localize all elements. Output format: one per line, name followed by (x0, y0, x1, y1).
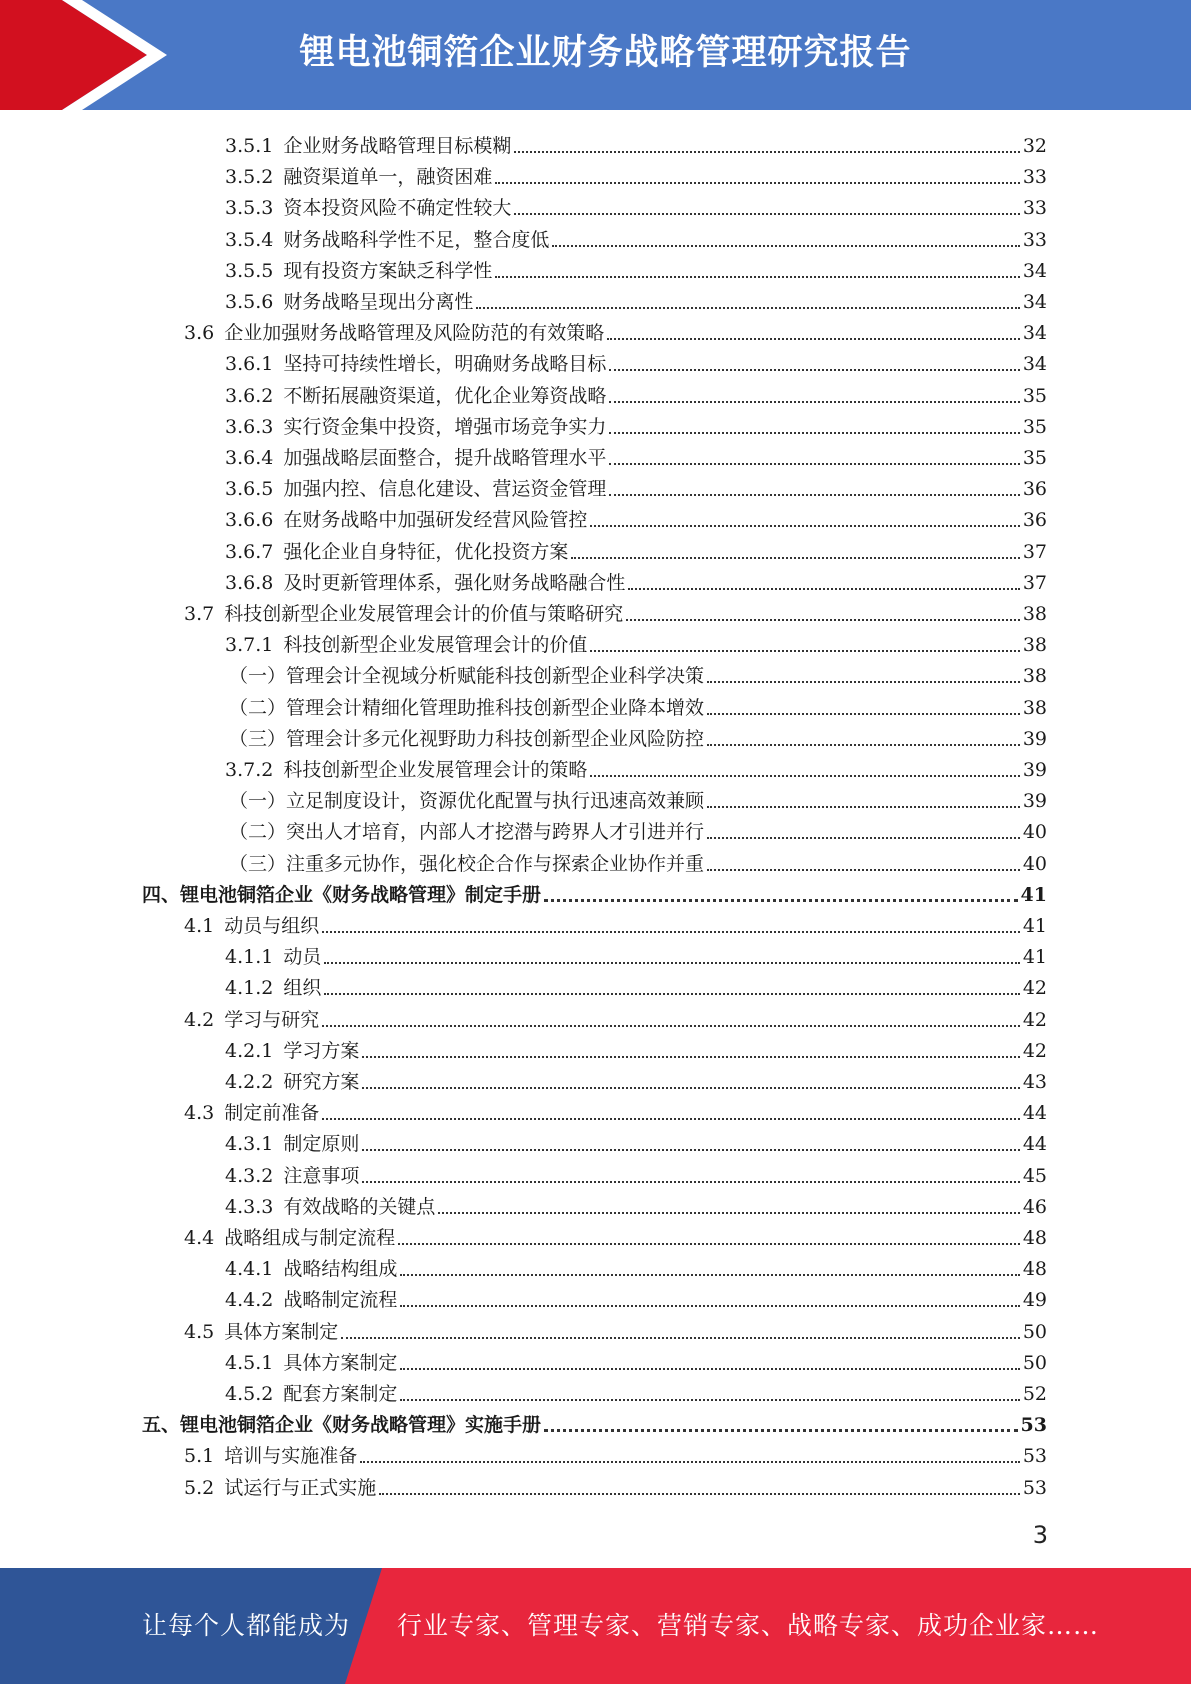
toc-dot-leader (322, 1025, 1020, 1027)
toc-entry-page: 34 (1022, 259, 1047, 282)
toc-entry[interactable] (184, 595, 1047, 626)
toc-entry-page: 43 (1022, 1071, 1047, 1093)
toc-entry-number: 3.7.2 (225, 759, 274, 781)
toc-entry-number: 3.6.2 (225, 384, 274, 407)
toc-dot-leader (609, 494, 1019, 496)
toc-dot-leader (400, 1274, 1019, 1276)
toc-entry-title: 加强战略层面整合，提升战略管理水平 (283, 447, 607, 469)
toc-entry-number: 3.6.6 (225, 509, 274, 532)
toc-dot-leader (322, 931, 1020, 933)
toc-entry[interactable] (229, 782, 1047, 813)
toc-dot-leader (495, 276, 1019, 278)
toc-entry-title: 五、锂电池铜箔企业《财务战略管理》实施手册 (142, 1414, 542, 1437)
toc-dot-leader (360, 1461, 1020, 1463)
toc-entry[interactable] (184, 1219, 1047, 1250)
toc-dot-leader (362, 1056, 1019, 1058)
toc-entry-number: 4.3.2 (225, 1164, 274, 1187)
toc-entry-title: 资本投资风险不确定性较大 (283, 197, 512, 220)
toc-entry-number: 3.5.4 (225, 228, 274, 251)
toc-entry-page: 53 (1022, 1476, 1047, 1499)
toc-entry-title: 注意事项 (283, 1164, 360, 1187)
toc-entry-page: 45 (1022, 1164, 1047, 1187)
toc-entry-title: （一）立足制度设计，资源优化配置与执行迅速高效兼顾 (229, 790, 705, 813)
toc-dot-leader (609, 432, 1019, 434)
toc-entry-page: 53 (1020, 1414, 1047, 1437)
toc-entry-title: 制定前准备 (224, 1102, 320, 1125)
toc-dot-leader (707, 837, 1020, 839)
toc-entry-title: 坚持可持续性增长，明确财务战略目标 (283, 353, 607, 376)
toc-dot-leader (607, 338, 1020, 340)
toc-dot-leader (379, 1493, 1020, 1495)
toc-entry-page: 41 (1022, 915, 1047, 937)
toc-entry-page: 39 (1022, 790, 1047, 813)
toc-entry-title: 财务战略科学性不足，整合度低 (283, 228, 550, 251)
toc-entry[interactable] (184, 907, 1047, 938)
toc-dot-leader (514, 213, 1019, 215)
toc-entry[interactable] (225, 1344, 1047, 1375)
toc-entry-number: 3.6.3 (225, 415, 274, 438)
toc-dot-leader (707, 806, 1020, 808)
toc-entry-number: 3.7 (184, 603, 215, 625)
toc-entry-title: 融资渠道单一，融资困难 (283, 166, 493, 189)
toc-entry-page: 50 (1022, 1351, 1047, 1374)
toc-entry[interactable] (225, 252, 1047, 283)
footer-slogan-left: 让每个人都能成为 (142, 1611, 351, 1640)
toc-entry-page: 37 (1022, 540, 1047, 563)
toc-entry[interactable] (225, 345, 1047, 376)
toc-entry-title: 加强内控、信息化建设、营运资金管理 (283, 478, 607, 501)
toc-entry[interactable] (225, 377, 1047, 408)
toc-entry[interactable] (225, 439, 1047, 470)
toc-dot-leader (400, 1368, 1019, 1370)
toc-dot-leader (571, 557, 1019, 559)
footer-banner (0, 1568, 1191, 1684)
toc-entry[interactable] (225, 1281, 1047, 1312)
toc-entry-number: 4.2.1 (225, 1039, 274, 1062)
toc-entry-title: 动员与组织 (224, 915, 320, 937)
toc-dot-leader (324, 993, 1019, 995)
toc-entry-title: 研究方案 (283, 1071, 360, 1093)
toc-entry-number: 4.3.3 (225, 1195, 274, 1218)
toc-entry-page: 35 (1022, 384, 1047, 407)
toc-entry-page: 34 (1022, 291, 1047, 313)
toc-dot-leader (590, 650, 1019, 652)
toc-dot-leader (514, 151, 1019, 153)
toc-dot-leader (626, 619, 1020, 621)
toc-entry-page: 40 (1022, 852, 1047, 875)
toc-entry-page: 42 (1022, 1008, 1047, 1031)
toc-entry-number: 5.1 (184, 1445, 215, 1468)
toc-entry-title: 动员 (283, 946, 322, 969)
toc-entry-title: 学习方案 (283, 1039, 360, 1062)
toc-entry-title: 及时更新管理体系，强化财务战略融合性 (283, 571, 626, 594)
toc-entry-title: （三）注重多元协作，强化校企合作与探索企业协作并重 (229, 852, 705, 875)
toc-entry-title: 制定原则 (283, 1133, 360, 1156)
toc-entry-title: （二）管理会计精细化管理助推科技创新型企业降本增效 (229, 696, 705, 719)
toc-entry-page: 38 (1022, 665, 1047, 688)
toc-dot-leader (707, 681, 1020, 683)
toc-dot-leader (438, 1212, 1019, 1214)
toc-entry[interactable] (184, 1094, 1047, 1125)
toc-entry-title: 四、锂电池铜箔企业《财务战略管理》制定手册 (142, 883, 542, 906)
toc-dot-leader (609, 401, 1019, 403)
toc-entry[interactable] (229, 689, 1047, 720)
toc-entry[interactable] (225, 1032, 1047, 1063)
toc-dot-leader (322, 1118, 1020, 1120)
toc-entry[interactable] (184, 314, 1047, 345)
toc-entry-page: 40 (1022, 821, 1047, 844)
toc-entry[interactable] (229, 657, 1047, 688)
toc-entry[interactable] (225, 969, 1047, 1000)
toc-entry-number: 3.5.3 (225, 197, 274, 220)
toc-entry-number: 3.5.5 (225, 259, 274, 282)
toc-entry[interactable] (225, 189, 1047, 220)
toc-dot-leader (707, 869, 1020, 871)
toc-entry-page: 36 (1022, 478, 1047, 501)
toc-entry-title: 具体方案制定 (283, 1351, 398, 1374)
toc-entry-number: 3.5.6 (225, 291, 274, 313)
toc-dot-leader (628, 588, 1019, 590)
toc-entry-page: 49 (1022, 1289, 1047, 1312)
toc-entry-title: （三）管理会计多元化视野助力科技创新型企业风险防控 (229, 727, 705, 750)
toc-entry-title: 企业财务战略管理目标模糊 (283, 135, 512, 157)
toc-entry-page: 33 (1022, 197, 1047, 220)
toc-entry-number: 3.7.1 (225, 634, 274, 657)
toc-entry-page: 34 (1022, 353, 1047, 376)
toc-entry-number: 3.6.1 (225, 353, 274, 376)
toc-entry-page: 41 (1022, 946, 1047, 969)
toc-entry[interactable] (225, 1188, 1047, 1219)
document-title: 锂电池铜箔企业财务战略管理研究报告 (299, 33, 912, 73)
toc-entry-title: 强化企业自身特征，优化投资方案 (283, 540, 569, 563)
toc-entry[interactable] (225, 221, 1047, 252)
toc-entry-page: 39 (1022, 727, 1047, 750)
toc-entry[interactable] (184, 1313, 1047, 1344)
toc-dot-leader (552, 245, 1019, 247)
toc-entry-title: 组织 (283, 977, 322, 1000)
toc-entry-page: 35 (1022, 415, 1047, 438)
header-banner (0, 0, 1191, 110)
toc-dot-leader (495, 182, 1019, 184)
toc-entry-title: （二）突出人才培育，内部人才挖潜与跨界人才引进并行 (229, 821, 705, 844)
toc-entry-title: （一）管理会计全视域分析赋能科技创新型企业科学决策 (229, 665, 705, 688)
toc-entry-number: 4.1.1 (225, 946, 274, 969)
toc-entry-page: 42 (1022, 977, 1047, 1000)
toc-entry-page: 32 (1022, 135, 1047, 157)
toc-entry-title: 科技创新型企业发展管理会计的策略 (283, 759, 588, 781)
toc-entry[interactable] (225, 564, 1047, 595)
toc-entry-title: 试运行与正式实施 (224, 1476, 377, 1499)
toc-entry-page: 42 (1022, 1039, 1047, 1062)
toc-entry[interactable] (225, 127, 1047, 158)
toc-entry-title: 战略结构组成 (283, 1258, 398, 1281)
toc-entry-number: 4.3.1 (225, 1133, 274, 1156)
page-number: 3 (1032, 1521, 1048, 1549)
toc-entry-number: 4.4 (184, 1227, 215, 1249)
toc-entry-title: 培训与实施准备 (224, 1445, 358, 1468)
toc-entry-page: 34 (1022, 322, 1047, 345)
toc-entry-title: 学习与研究 (224, 1008, 320, 1031)
toc-entry-number: 3.6.5 (225, 478, 274, 501)
toc-entry[interactable] (229, 813, 1047, 844)
toc-entry[interactable] (184, 1001, 1047, 1032)
toc-entry-page: 50 (1022, 1320, 1047, 1343)
toc-entry[interactable] (225, 470, 1047, 501)
toc-entry-number: 4.5 (184, 1320, 215, 1343)
footer-slogan-right: 行业专家、管理专家、营销专家、战略专家、成功企业家…… (397, 1611, 1100, 1640)
toc-entry[interactable] (142, 1406, 1047, 1437)
toc-entry-number: 5.2 (184, 1476, 215, 1499)
toc-entry-page: 46 (1022, 1195, 1047, 1218)
toc-entry[interactable] (225, 158, 1047, 189)
toc-entry-number: 4.4.2 (225, 1289, 274, 1312)
toc-entry-title: 战略制定流程 (283, 1289, 398, 1312)
toc-entry-number: 3.5.2 (225, 166, 274, 189)
toc-entry-number: 4.2 (184, 1008, 215, 1031)
toc-entry-page: 33 (1022, 166, 1047, 189)
toc-entry-title: 有效战略的关键点 (283, 1195, 436, 1218)
toc-dot-leader (476, 307, 1019, 309)
toc-dot-leader (400, 1399, 1019, 1401)
toc-entry[interactable] (142, 876, 1047, 907)
toc-entry-title: 实行资金集中投资，增强市场竞争实力 (283, 415, 607, 438)
toc-entry-title: 科技创新型企业发展管理会计的价值 (283, 634, 588, 657)
toc-entry-number: 3.6.4 (225, 447, 274, 469)
toc-dot-leader (707, 744, 1020, 746)
toc-entry[interactable] (225, 533, 1047, 564)
toc-entry-page: 38 (1022, 603, 1047, 625)
toc-entry-page: 38 (1022, 634, 1047, 657)
toc-entry-page: 44 (1022, 1133, 1047, 1156)
toc-entry-page: 53 (1022, 1445, 1047, 1468)
toc-entry[interactable] (225, 1063, 1047, 1094)
toc-entry-title: 企业加强财务战略管理及风险防范的有效策略 (224, 322, 605, 345)
toc-entry-page: 52 (1022, 1383, 1047, 1405)
toc-entry-page: 48 (1022, 1227, 1047, 1249)
toc-entry[interactable] (184, 1437, 1047, 1468)
toc-dot-leader (324, 962, 1019, 964)
toc-entry-title: 配套方案制定 (283, 1383, 398, 1405)
toc-dot-leader (609, 369, 1019, 371)
toc-entry-title: 战略组成与制定流程 (224, 1227, 396, 1249)
toc-entry-number: 4.3 (184, 1102, 215, 1125)
toc-dot-leader (609, 463, 1019, 465)
toc-entry-page: 36 (1022, 509, 1047, 532)
toc-entry-number: 3.6.8 (225, 571, 274, 594)
toc-entry[interactable] (225, 626, 1047, 657)
toc-dot-leader (544, 899, 1018, 902)
toc-entry-number: 3.5.1 (225, 135, 274, 157)
toc-entry-title: 科技创新型企业发展管理会计的价值与策略研究 (224, 603, 624, 625)
toc-entry[interactable] (225, 1125, 1047, 1156)
toc-entry-page: 38 (1022, 696, 1047, 719)
toc-entry[interactable] (225, 1375, 1047, 1406)
toc-entry[interactable] (225, 283, 1047, 314)
toc-entry-page: 48 (1022, 1258, 1047, 1281)
toc-entry-number: 4.1.2 (225, 977, 274, 1000)
toc-entry-number: 4.4.1 (225, 1258, 274, 1281)
toc-entry-number: 3.6 (184, 322, 215, 345)
toc-entry[interactable] (225, 938, 1047, 969)
toc-dot-leader (590, 525, 1019, 527)
toc-entry[interactable] (184, 1469, 1047, 1500)
toc-entry-title: 具体方案制定 (224, 1320, 339, 1343)
toc-entry-page: 37 (1022, 571, 1047, 594)
toc-dot-leader (341, 1337, 1020, 1339)
toc-dot-leader (362, 1181, 1019, 1183)
toc-dot-leader (707, 713, 1020, 715)
toc-entry[interactable] (225, 501, 1047, 532)
toc-entry[interactable] (229, 845, 1047, 876)
toc-entry-title: 财务战略呈现出分离性 (283, 291, 474, 313)
toc-entry-page: 35 (1022, 447, 1047, 469)
toc-entry-page: 33 (1022, 228, 1047, 251)
toc-dot-leader (398, 1243, 1020, 1245)
toc-entry-page: 44 (1022, 1102, 1047, 1125)
toc-entry-title: 在财务战略中加强研发经营风险管控 (283, 509, 588, 532)
toc-entry[interactable] (225, 751, 1047, 782)
toc-entry-number: 4.5.1 (225, 1351, 274, 1374)
toc-entry-title: 不断拓展融资渠道，优化企业筹资战略 (283, 384, 607, 407)
toc-dot-leader (362, 1087, 1019, 1089)
toc-entry[interactable] (225, 1157, 1047, 1188)
toc-entry[interactable] (229, 720, 1047, 751)
toc-entry-page: 41 (1020, 883, 1047, 906)
toc-entry-number: 3.6.7 (225, 540, 274, 563)
toc-entry-number: 4.2.2 (225, 1071, 274, 1093)
toc-entry[interactable] (225, 408, 1047, 439)
toc-dot-leader (544, 1429, 1018, 1432)
toc-dot-leader (590, 775, 1019, 777)
toc-entry-number: 4.1 (184, 915, 215, 937)
toc-entry-number: 4.5.2 (225, 1383, 274, 1405)
toc-entry-page: 39 (1022, 759, 1047, 781)
toc-dot-leader (362, 1149, 1019, 1151)
toc-entry[interactable] (225, 1250, 1047, 1281)
toc-dot-leader (400, 1305, 1019, 1307)
toc-entry-title: 现有投资方案缺乏科学性 (283, 259, 493, 282)
